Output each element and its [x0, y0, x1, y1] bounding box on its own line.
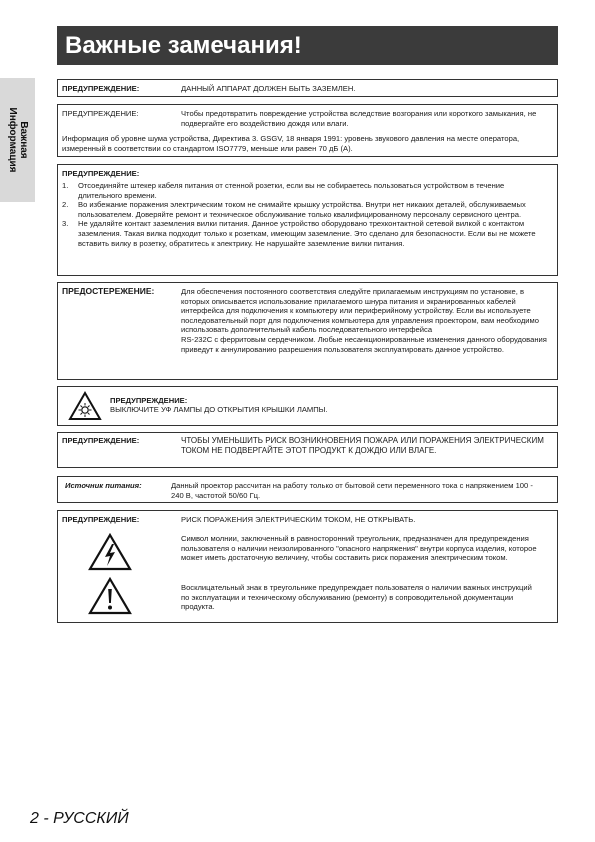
section-tab-line2: Информация [6, 107, 18, 173]
warning-moisture-box [57, 104, 558, 157]
caution-box [57, 282, 558, 380]
lightning-icon [88, 533, 132, 571]
list-text: Не удаляйте контакт заземления вилки питания. Данное устройство оборудовано трехконтактной сетевой вилкой с контактом заземления. Такая вилка подходит только к розеткам, имеющим заземление. Это сделано для безопасности. Если вы не можете вставить вилку в розетку, обратитесь к электрику. Не нарушайте заземление вилки питания. [78, 219, 536, 248]
list-item [62, 181, 550, 200]
exclamation-icon [88, 577, 132, 615]
warning-label: ПРЕДУПРЕЖДЕНИЕ: [62, 84, 140, 93]
warning-ground-box [57, 79, 558, 97]
list-number: 3. [62, 219, 69, 229]
caution-text-part1: Для обеспечения постоянного соответствия следуйте прилагаемым инструкциям по установке, в которых описывается использование прилагаемого шнура питания и экранированных кабелей интерфейса для подключения к компьютеру или периферийному устройству. Если вы используете последовательный порт для подключения компьютера для управления проектором, вам необходимо использовать дополнительный кабель последовательного интерфейса [181, 287, 539, 335]
page-number: 2 [30, 810, 39, 827]
uv-warning-box [57, 386, 558, 426]
power-source-text: Данный проектор рассчитан на работу только от бытовой сети переменного тока с напряжением 100 - 240 В, частотой 50/60 Гц. [171, 481, 533, 500]
warning-text: РИСК ПОРАЖЕНИЯ ЭЛЕКТРИЧЕСКИМ ТОКОМ, НЕ ОТКРЫВАТЬ. [181, 515, 416, 524]
warning-text: ДАННЫЙ АППАРАТ ДОЛЖЕН БЫТЬ ЗАЗЕМЛЕН. [181, 84, 356, 93]
section-tab-label [7, 108, 29, 173]
exclamation-text: Восклицательный знак в треугольнике предупреждает пользователя о наличии важных инструкций по эксплуатации и техническому обслуживанию (ремонту) в сопроводительной документации продукта. [181, 583, 532, 612]
section-tab-line1: Важная [17, 121, 29, 159]
warning-list-box [57, 164, 558, 276]
warning-label: ПРЕДУПРЕЖДЕНИЕ: [62, 436, 140, 445]
power-source-box [57, 476, 558, 503]
section-tab [0, 78, 35, 202]
warning-label: ПРЕДУПРЕЖДЕНИЕ: [110, 396, 188, 405]
list-item [62, 219, 550, 248]
noise-info-text: Информация об уровне шума устройства, Директива 3. GSGV, 18 января 1991: уровень звукового давления на месте оператора, измеренный в соответствии со стандартом ISO7779, меньше или равен 70 дБ (A). [62, 134, 520, 153]
warning-list [62, 181, 550, 248]
caution-text [181, 287, 551, 354]
warning-label: ПРЕДУПРЕЖДЕНИЕ: [62, 515, 140, 524]
warning-label: ПРЕДУПРЕЖДЕНИЕ: [62, 109, 139, 118]
uv-hazard-icon [68, 391, 102, 421]
shock-warning-box [57, 510, 558, 623]
warning-label: ПРЕДУПРЕЖДЕНИЕ: [62, 169, 140, 178]
caution-text-part2: RS-232C с ферритовым сердечником. Любые несанкционированные изменения данного оборудования приведут к аннулированию разрешения пользователя эксплуатировать данное устройство. [181, 334, 547, 354]
power-source-label: Источник питания: [65, 481, 142, 490]
page-language: - РУССКИЙ [38, 810, 129, 827]
warning-text: ВЫКЛЮЧИТЕ УФ ЛАМПЫ ДО ОТКРЫТИЯ КРЫШКИ ЛАМПЫ. [110, 405, 328, 414]
list-text: Отсоединяйте штекер кабеля питания от стенной розетки, если вы не собираетесь пользоваться устройством в течение длительного времени. [78, 181, 505, 200]
list-number: 2. [62, 200, 69, 210]
list-text: Во избежание поражения электрическим током не снимайте крышку устройства. Внутри нет никаких деталей, обслуживаемых пользователем. Доверяйте ремонт и техническое обслуживание только квалифицированному персоналу сервисного центра. [78, 200, 526, 219]
list-item [62, 200, 550, 219]
page-footer [30, 810, 129, 828]
warning-text: Чтобы предотвратить повреждение устройства вследствие возгорания или короткого замыкания, не подвергайте его воздействию дождя или влаги. [181, 109, 537, 128]
list-number: 1. [62, 181, 69, 190]
page-title: Важные замечания! [57, 26, 558, 65]
fire-warning-box [57, 432, 558, 468]
warning-text: ЧТОБЫ УМЕНЬШИТЬ РИСК ВОЗНИКНОВЕНИЯ ПОЖАРА ИЛИ ПОРАЖЕНИЯ ЭЛЕКТРИЧЕСКИМ ТОКОМ НЕ ПОДВЕРГАЙТЕ ЭТОТ ПРОДУКТ К ДОЖДЮ ИЛИ ВЛАГЕ. [181, 436, 544, 455]
lightning-text: Символ молнии, заключенный в равносторонний треугольник, предназначен для предупреждения пользователя о наличии неизолированного "опасного напряжения" внутри корпуса изделия, которое может иметь достаточную величину, чтобы составить риск поражения электрическим током. [181, 534, 537, 563]
caution-label: ПРЕДОСТЕРЕЖЕНИЕ: [62, 286, 155, 296]
